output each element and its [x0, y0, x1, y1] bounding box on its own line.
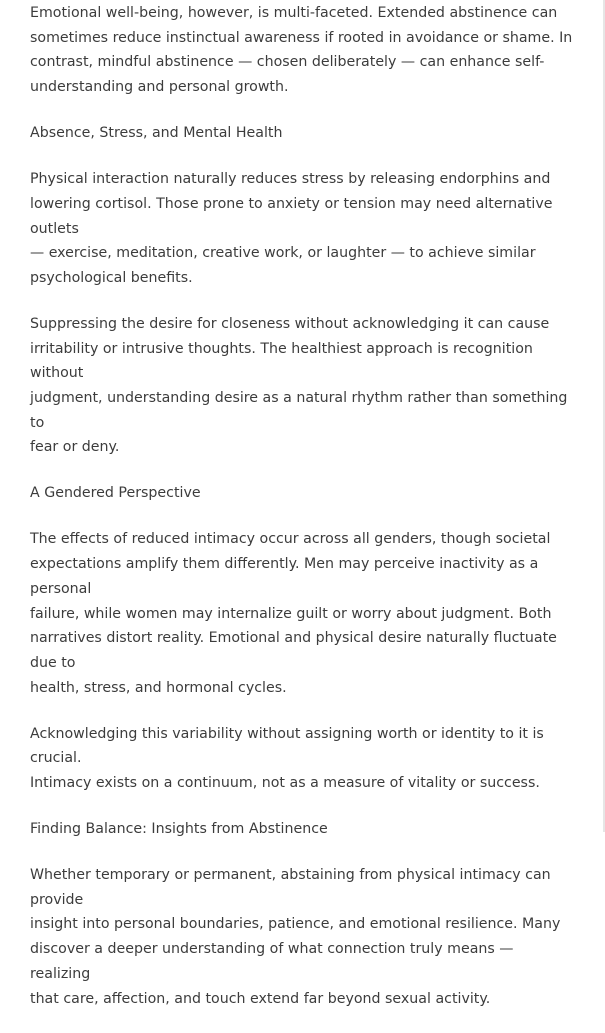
article-body	[30, 1, 575, 1033]
text-line: fear or deny.	[30, 439, 120, 456]
text-line: narratives distort reality. Emotional and physical desire naturally fluctuate due to	[30, 630, 557, 671]
text-line: that care, affection, and touch extend far beyond sexual activity.	[30, 990, 491, 1007]
text-line: Intimacy exists on a continuum, not as a measure of vitality or success.	[30, 775, 540, 792]
paragraph-physical-interaction	[30, 167, 575, 291]
text-line: expectations amplify them differently. Men may perceive inactivity as a personal	[30, 556, 539, 597]
text-line: discover a deeper understanding of what connection truly means — realizing	[30, 941, 514, 982]
text-line: judgment, understanding desire as a natural rhythm rather than something to	[30, 390, 568, 431]
text-line: Acknowledging this variability without assigning worth or identity to it is crucial.	[30, 725, 544, 767]
text-line: psychological benefits.	[30, 269, 193, 286]
heading-finding-balance: Finding Balance: Insights from Abstinence	[30, 821, 328, 838]
text-line: lowering cortisol. Those prone to anxiety or tension may need alternative outlets	[30, 195, 553, 237]
text-line: irritability or intrusive thoughts. The healthiest approach is recognition without	[30, 340, 533, 382]
text-line: insight into personal boundaries, patience, and emotional resilience. Many	[30, 916, 561, 933]
text-line: — exercise, meditation, creative work, or laughter — to achieve similar	[30, 245, 536, 262]
text-line: The effects of reduced intimacy occur across all genders, though societal	[30, 531, 551, 548]
text-line: sometimes reduce instinctual awareness if rooted in avoidance or shame. In	[30, 29, 573, 46]
text-line: Suppressing the desire for closeness without acknowledging it can cause	[30, 315, 550, 332]
text-line: Whether temporary or permanent, abstaining from physical intimacy can provide	[30, 867, 551, 908]
paragraph-whether-temporary	[30, 863, 575, 1011]
text-line: understanding and personal growth.	[30, 79, 289, 96]
heading-gendered-perspective: A Gendered Perspective	[30, 485, 201, 502]
paragraph-emotional-wellbeing	[30, 1, 575, 100]
paragraph-suppressing-desire	[30, 312, 575, 460]
paragraph-acknowledging-variability	[30, 722, 575, 796]
text-line: failure, while women may internalize guilt or worry about judgment. Both	[30, 605, 552, 622]
text-line: contrast, mindful abstinence — chosen deliberately — can enhance self-	[30, 54, 545, 71]
text-line: Emotional well-being, however, is multi-faceted. Extended abstinence can	[30, 5, 558, 21]
text-line: health, stress, and hormonal cycles.	[30, 679, 287, 696]
heading-absence-stress-mental-health: Absence, Stress, and Mental Health	[30, 125, 283, 142]
paragraph-effects-reduced-intimacy	[30, 527, 575, 700]
text-line: Physical interaction naturally reduces stress by releasing endorphins and	[30, 171, 551, 188]
